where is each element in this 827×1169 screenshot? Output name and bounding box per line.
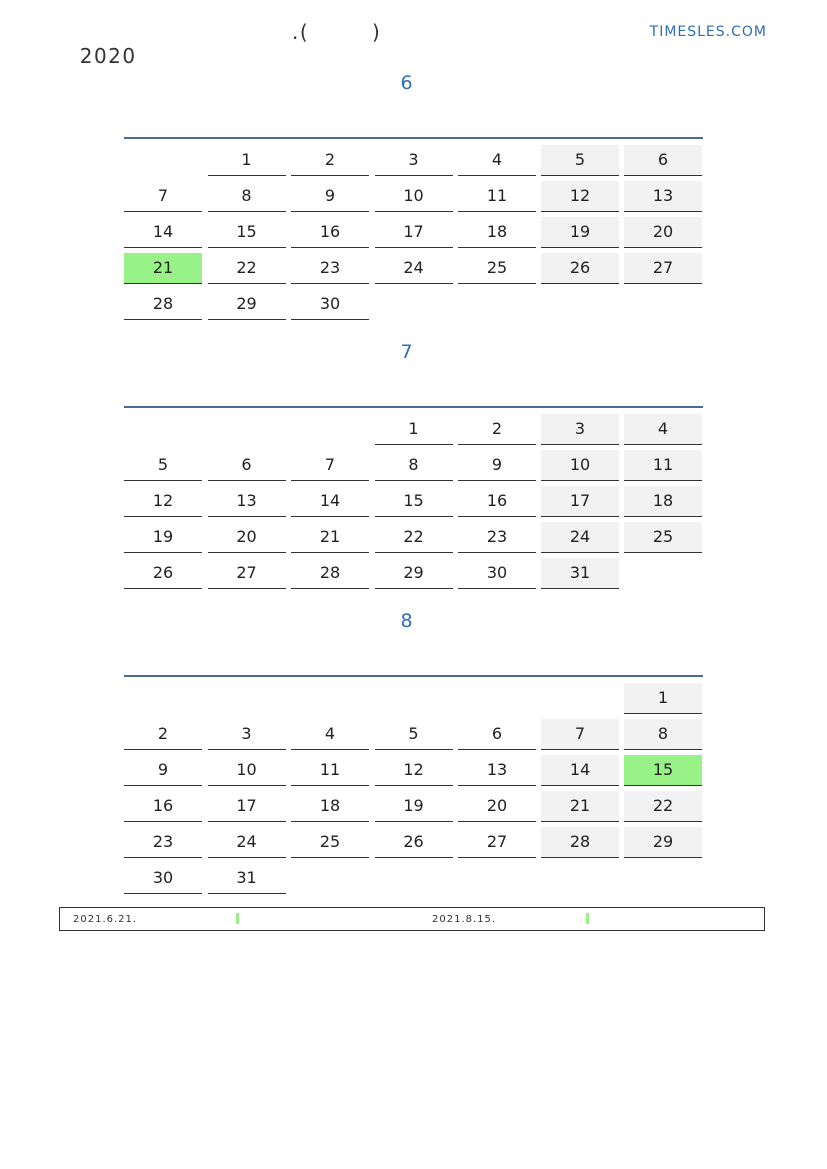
- day-cell: 1: [375, 414, 453, 445]
- day-cell: 6: [208, 450, 286, 481]
- day-cell: 9: [124, 755, 202, 786]
- day-cell: 20: [624, 217, 702, 248]
- day-cell: 20: [208, 522, 286, 553]
- day-cell: 10: [541, 450, 619, 481]
- day-cell: 17: [375, 217, 453, 248]
- day-cell: 13: [624, 181, 702, 212]
- day-cell: 15: [208, 217, 286, 248]
- day-cell: 21: [291, 522, 369, 553]
- day-cell: 22: [208, 253, 286, 284]
- day-cell: 29: [624, 827, 702, 858]
- day-cell: 28: [541, 827, 619, 858]
- day-cell: 5: [541, 145, 619, 176]
- holiday-note-2-marker: [586, 913, 589, 924]
- day-cell: 20: [458, 791, 536, 822]
- day-cell: 7: [124, 181, 202, 212]
- day-cell: 8: [375, 450, 453, 481]
- brand-link[interactable]: TIMESLES.COM: [649, 24, 767, 40]
- day-cell: 24: [208, 827, 286, 858]
- day-cell: 27: [624, 253, 702, 284]
- day-cell: 16: [291, 217, 369, 248]
- day-cell: 11: [291, 755, 369, 786]
- day-cell: 17: [208, 791, 286, 822]
- day-cell: 14: [541, 755, 619, 786]
- month-title: 7: [400, 341, 413, 363]
- holiday-note-1: 2021.6.21.: [73, 914, 138, 925]
- day-cell: 22: [624, 791, 702, 822]
- day-cell: 19: [541, 217, 619, 248]
- holiday-note-2: 2021.8.15.: [432, 914, 497, 925]
- day-cell: 3: [208, 719, 286, 750]
- day-cell: 2: [291, 145, 369, 176]
- day-cell: 1: [624, 683, 702, 714]
- day-cell: 4: [624, 414, 702, 445]
- day-cell: 13: [458, 755, 536, 786]
- day-cell: 7: [291, 450, 369, 481]
- day-cell: 30: [458, 558, 536, 589]
- day-cell: 26: [375, 827, 453, 858]
- day-cell: 14: [124, 217, 202, 248]
- day-cell: 9: [458, 450, 536, 481]
- day-cell: 18: [624, 486, 702, 517]
- day-cell: 25: [291, 827, 369, 858]
- day-cell: 17: [541, 486, 619, 517]
- day-cell: 4: [291, 719, 369, 750]
- day-cell: 26: [541, 253, 619, 284]
- day-cell: 5: [375, 719, 453, 750]
- day-cell: 21: [124, 253, 202, 284]
- day-cell: 10: [375, 181, 453, 212]
- day-cell: 1: [208, 145, 286, 176]
- day-cell: 6: [458, 719, 536, 750]
- day-cell: 24: [375, 253, 453, 284]
- header-paren: .( ): [292, 20, 382, 44]
- day-cell: 26: [124, 558, 202, 589]
- day-cell: 18: [291, 791, 369, 822]
- header-year: 2020: [79, 44, 137, 68]
- day-cell: 8: [208, 181, 286, 212]
- day-cell: 27: [208, 558, 286, 589]
- day-cell: 3: [541, 414, 619, 445]
- day-cell: 5: [124, 450, 202, 481]
- day-cell: 31: [208, 863, 286, 894]
- day-cell: 28: [124, 289, 202, 320]
- day-cell: 16: [458, 486, 536, 517]
- day-cell: 23: [124, 827, 202, 858]
- month-title: 6: [400, 72, 413, 94]
- day-cell: 22: [375, 522, 453, 553]
- day-cell: 29: [208, 289, 286, 320]
- day-cell: 25: [458, 253, 536, 284]
- day-cell: 15: [624, 755, 702, 786]
- holiday-notes-box: [59, 907, 765, 931]
- day-cell: 18: [458, 217, 536, 248]
- day-cell: 11: [458, 181, 536, 212]
- day-cell: 23: [291, 253, 369, 284]
- day-cell: 27: [458, 827, 536, 858]
- day-cell: 30: [291, 289, 369, 320]
- day-cell: 19: [375, 791, 453, 822]
- day-cell: 3: [375, 145, 453, 176]
- month-grid: [124, 406, 703, 582]
- day-cell: 25: [624, 522, 702, 553]
- day-cell: 19: [124, 522, 202, 553]
- day-cell: 8: [624, 719, 702, 750]
- holiday-note-1-marker: [236, 913, 239, 924]
- day-cell: 14: [291, 486, 369, 517]
- day-cell: 30: [124, 863, 202, 894]
- day-cell: 31: [541, 558, 619, 589]
- day-cell: 7: [541, 719, 619, 750]
- day-cell: 28: [291, 558, 369, 589]
- day-cell: 2: [458, 414, 536, 445]
- day-cell: 29: [375, 558, 453, 589]
- day-cell: 23: [458, 522, 536, 553]
- month-grid: [124, 137, 703, 313]
- day-cell: 6: [624, 145, 702, 176]
- day-cell: 24: [541, 522, 619, 553]
- day-cell: 2: [124, 719, 202, 750]
- day-cell: 21: [541, 791, 619, 822]
- day-cell: 12: [375, 755, 453, 786]
- day-cell: 10: [208, 755, 286, 786]
- day-cell: 12: [541, 181, 619, 212]
- day-cell: 15: [375, 486, 453, 517]
- day-cell: 12: [124, 486, 202, 517]
- month-grid: [124, 675, 703, 887]
- day-cell: 16: [124, 791, 202, 822]
- day-cell: 4: [458, 145, 536, 176]
- day-cell: 9: [291, 181, 369, 212]
- month-title: 8: [400, 610, 413, 632]
- day-cell: 11: [624, 450, 702, 481]
- day-cell: 13: [208, 486, 286, 517]
